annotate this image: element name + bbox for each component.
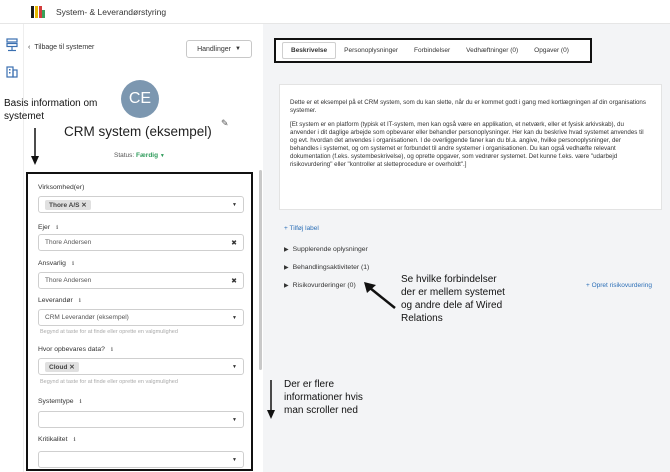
leverandor-select[interactable]	[38, 309, 244, 326]
back-link[interactable]	[28, 44, 94, 51]
section-behandling[interactable]	[284, 264, 369, 271]
systems-icon[interactable]	[5, 38, 19, 52]
tab-opgaver[interactable]: Opgaver (0)	[534, 47, 569, 54]
virksomhed-label-text: Virksomhed(er)	[38, 184, 85, 191]
actions-label: Handlinger	[197, 45, 231, 53]
info-icon[interactable]: ℹ	[110, 346, 113, 353]
leverandor-value: CRM Leverandør (eksempel)	[45, 314, 129, 321]
building-icon[interactable]	[5, 64, 19, 78]
caret-down-icon[interactable]: ▼	[232, 314, 237, 321]
virksomhed-label	[38, 184, 84, 191]
systemtype-select[interactable]	[38, 411, 244, 428]
virksomhed-chip[interactable]	[45, 200, 91, 210]
annotation-scroll: Der er flere informationer hvis man scroller ned	[284, 379, 363, 416]
app-logo[interactable]	[30, 4, 46, 20]
system-name: CRM system (eksempel)	[64, 124, 212, 139]
ansvarlig-label-text: Ansvarlig	[38, 260, 66, 267]
kritikalitet-select[interactable]	[38, 451, 244, 468]
kritikalitet-label-text: Kritikalitet	[38, 436, 68, 443]
opbevares-select[interactable]	[38, 358, 244, 375]
ejer-label	[38, 224, 58, 231]
arrow-up-left-icon	[362, 280, 398, 310]
add-label-link[interactable]: + Tilføj label	[284, 225, 319, 232]
ejer-field[interactable]	[38, 234, 244, 251]
leverandor-label-text: Leverandør	[38, 297, 73, 304]
chevron-right-icon: ▶	[284, 265, 289, 271]
ansvarlig-field[interactable]	[38, 272, 244, 289]
tab-vedhaeftninger[interactable]: Vedhæftninger (0)	[466, 47, 519, 54]
annotation-forbindelser: Se hvilke forbindelser der er mellem systemet og andre dele af Wired Relations	[401, 274, 505, 324]
arrow-down-icon	[266, 380, 276, 420]
status-caret-icon: ▼	[159, 153, 165, 159]
remove-icon[interactable]: ✕	[81, 201, 87, 209]
clear-icon[interactable]: ✖	[231, 277, 237, 285]
status-row	[114, 152, 165, 159]
tab-beskrivelse[interactable]: Beskrivelse	[282, 42, 336, 59]
annotation-basis: Basis information om systemet	[4, 98, 98, 122]
opbevares-chip[interactable]	[45, 362, 79, 372]
pencil-icon[interactable]: ✎	[221, 118, 229, 128]
ejer-label-text: Ejer	[38, 224, 51, 231]
ejer-value: Thore Andersen	[45, 239, 92, 246]
caret-down-icon[interactable]: ▼	[232, 416, 237, 423]
caret-down-icon[interactable]: ▼	[232, 363, 237, 370]
ansvarlig-value: Thore Andersen	[45, 277, 92, 284]
chevron-right-icon: ▶	[284, 247, 289, 253]
info-icon[interactable]: ℹ	[71, 260, 75, 267]
leverandor-label	[38, 297, 81, 304]
tab-bar	[274, 38, 592, 63]
top-bar	[0, 0, 670, 24]
section-risiko[interactable]	[284, 282, 356, 289]
leverandor-hint: Begynd at taste for at finde eller oprette en valgmulighed	[40, 329, 178, 335]
opbevares-hint: Begynd at taste for at finde eller oprette en valgmulighed	[40, 379, 178, 385]
virksomhed-select[interactable]	[38, 196, 244, 213]
virksomhed-chip-text: Thore A/S	[49, 201, 80, 209]
section-risiko-label: Risikovurderinger (0)	[292, 282, 356, 289]
actions-button[interactable]	[186, 40, 252, 58]
opbevares-label-text: Hvor opbevares data?	[38, 346, 105, 353]
ansvarlig-label	[38, 260, 74, 267]
avatar: CE	[121, 80, 159, 118]
description-intro: Dette er et eksempel på et CRM system, som du kan slette, når du er kommet godt i gang med kortlægningen af din organisations systemer.	[290, 99, 646, 114]
status-value[interactable]: Færdig	[136, 152, 159, 159]
opbevares-chip-text: Cloud	[49, 363, 68, 371]
chevron-right-icon: ▶	[284, 283, 289, 289]
back-label: Tilbage til systemer	[34, 44, 95, 51]
section-behandling-label: Behandlingsaktiviteter (1)	[292, 264, 370, 271]
section-supplerende-label: Supplerende oplysninger	[292, 246, 368, 253]
remove-icon[interactable]: ✕	[69, 363, 75, 371]
tab-forbindelser[interactable]: Forbindelser	[413, 47, 451, 54]
left-nav	[0, 24, 24, 472]
description-box[interactable]	[279, 84, 662, 210]
arrow-down-icon	[30, 128, 40, 166]
chevron-left-icon: ‹	[28, 44, 31, 51]
description-body: [Et system er en platform (typisk et IT-system, men kan også være en applikation, et netværk, eller et fysisk arkivskab), du anvender i dit daglige arbejde som opbevarer eller behandler personoplysninger. Her kan du beskrive hvad systemet anvendes til og evt. hvordan det anvendes i organisationen. I de overliggende faner kan du bl.a. angive, hvilke personoplysninger, der behandles i systemet, og om systemet er forbundet til andre systemer i organisationen. Du kan også vedhæfte relevant dokumentation (f.eks. systembeskrivelse), og oprette opgaver, som vedrører systemet. Det kunne f.eks. være "udarbejd risikovurdering" eller "kontroller at sletteprocedure er overholdt".]	[290, 121, 644, 168]
create-risk-link[interactable]: + Opret risikovurdering	[586, 282, 652, 289]
tab-personoplysninger[interactable]: Personoplysninger	[344, 47, 398, 54]
info-icon[interactable]: ℹ	[73, 436, 76, 443]
opbevares-label	[38, 346, 113, 353]
clear-icon[interactable]: ✖	[231, 239, 237, 247]
systemtype-label	[38, 398, 82, 405]
scrollbar[interactable]	[259, 170, 262, 370]
caret-down-icon[interactable]: ▼	[232, 201, 237, 208]
systemtype-label-text: Systemtype	[38, 398, 74, 405]
info-icon[interactable]: ℹ	[56, 224, 59, 231]
caret-down-icon: ▼	[234, 46, 241, 52]
info-icon[interactable]: ℹ	[79, 398, 82, 405]
status-label: Status:	[114, 152, 135, 159]
kritikalitet-label	[38, 436, 76, 443]
caret-down-icon[interactable]: ▼	[232, 456, 237, 463]
app-title: System- & Leverandørstyring	[56, 6, 167, 17]
section-supplerende[interactable]	[284, 246, 368, 253]
info-icon[interactable]: ℹ	[78, 297, 81, 304]
